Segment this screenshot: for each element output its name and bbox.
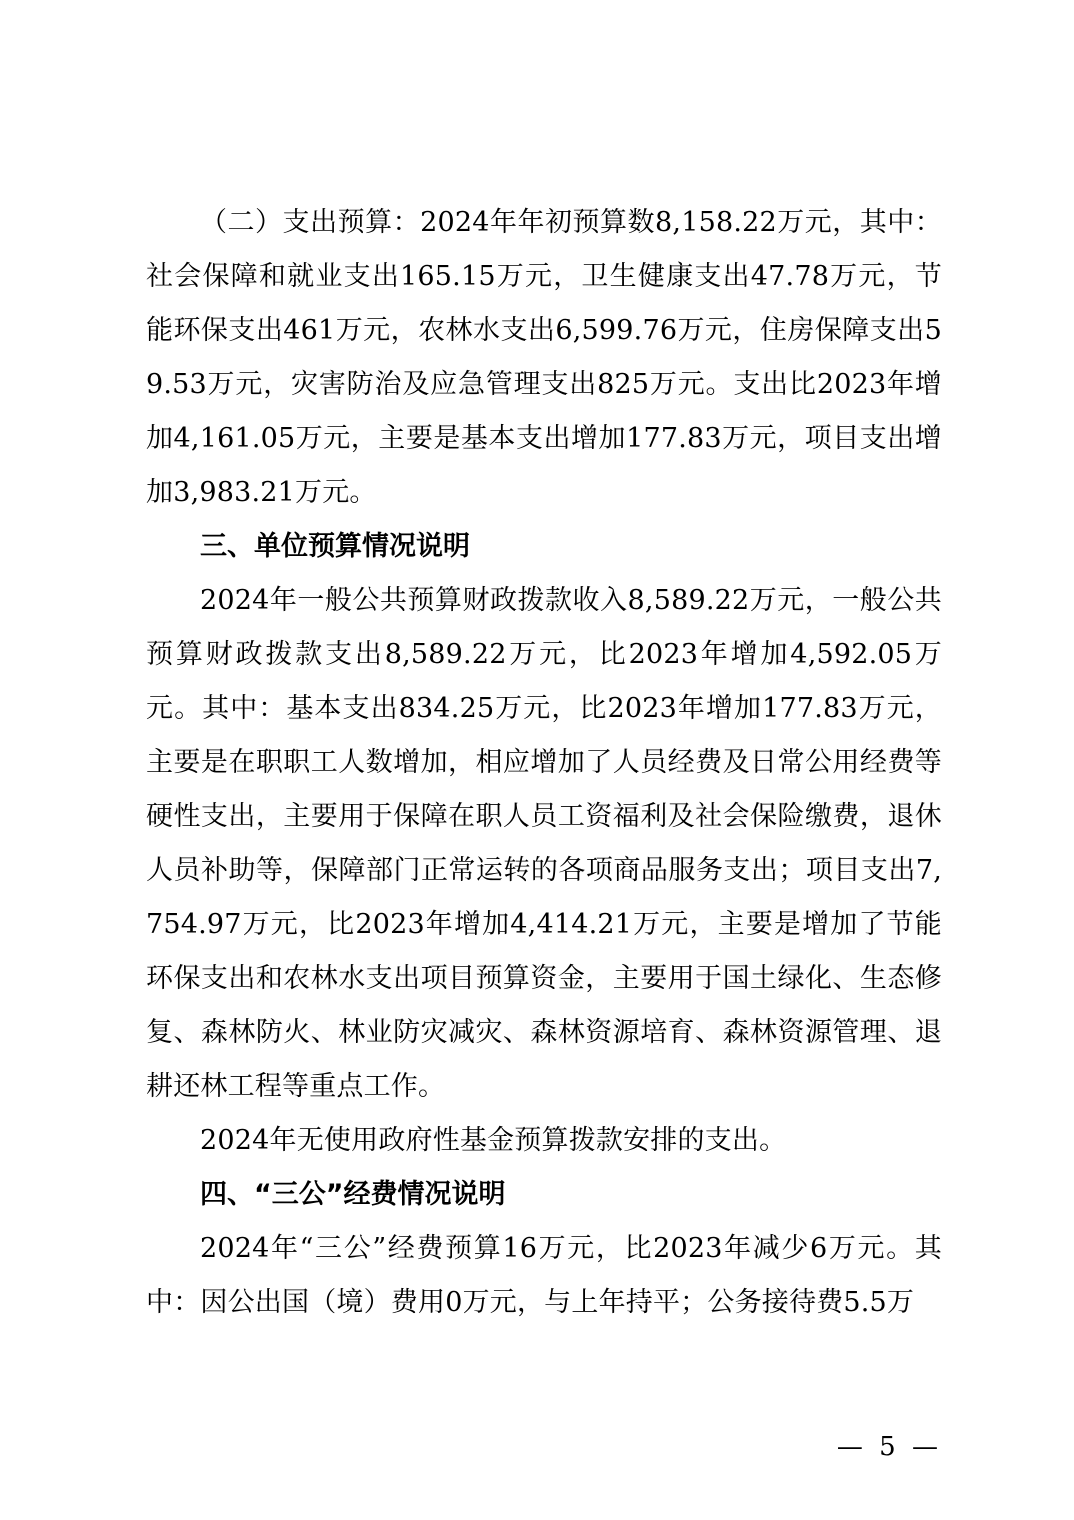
general-budget-paragraph: 2024年一般公共预算财政拨款收入8,589.22万元，一般公共预算财政拨款支出8,589.22万元，比2023年增加4,592.05万元。其中：基本支出834.25万元，比2023年增加177.83万元，主要是在职职工人数增加，相应增加了人员经费及日常公用经费等硬性支出，主要用于保障在职人员工资福利及社会保险缴费，退休人员补助等，保障部门正常运转的各项商品服务支出；项目支出7,754.97万元，比2023年增加4,414.21万元，主要是增加了节能环保支出和农林水支出项目预算资金，主要用于国土绿化、生态修复、森林防火、林业防灾减灾、森林资源培育、森林资源管理、退耕还林工程等重点工作。 <box>146 585 942 1102</box>
section-heading-three-public: 四、“三公”经费情况说明 <box>200 1179 506 1210</box>
three-public-paragraph: 2024年“三公”经费预算16万元，比2023年减少6万元。其中：因公出国（境）费用0万元，与上年持平；公务接待费5.5万 <box>146 1233 942 1318</box>
section-heading-unit-budget: 三、单位预算情况说明 <box>200 531 470 562</box>
page-number: — 5 — <box>836 1432 942 1462</box>
government-fund-paragraph: 2024年无使用政府性基金预算拨款安排的支出。 <box>200 1125 787 1156</box>
document-body <box>146 196 942 1330</box>
expenditure-budget-paragraph: （二）支出预算：2024年年初预算数8,158.22万元，其中：社会保障和就业支出165.15万元，卫生健康支出47.78万元，节能环保支出461万元，农林水支出6,599.76万元，住房保障支出59.53万元，灾害防治及应急管理支出825万元。支出比2023年增加4,161.05万元，主要是基本支出增加177.83万元，项目支出增加3,983.21万元。 <box>146 207 942 508</box>
